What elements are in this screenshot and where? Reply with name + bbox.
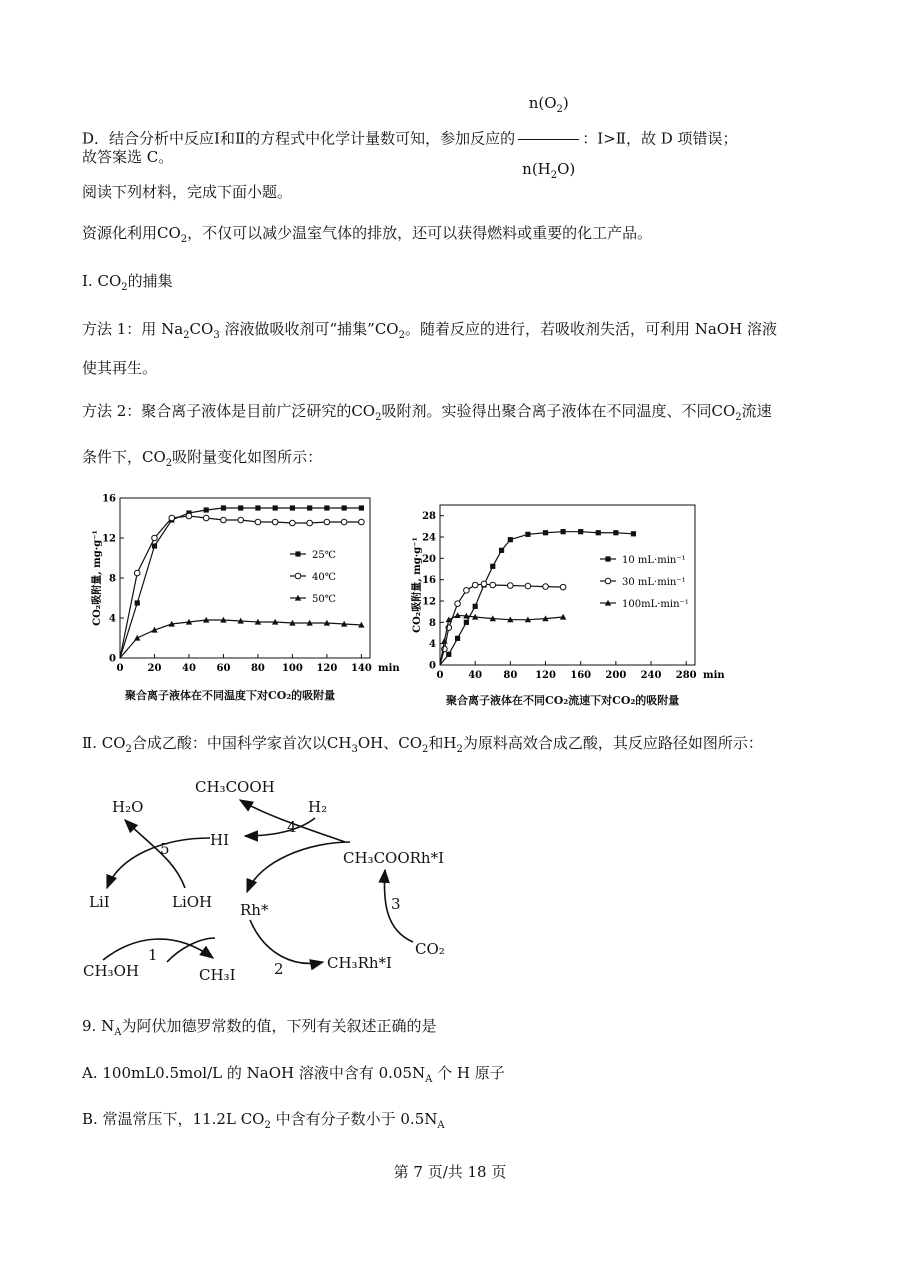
data-point-1	[152, 535, 158, 541]
label-ch3cooh: CH₃COOH	[195, 778, 275, 796]
legend-label-0: 10 mL·min⁻¹	[622, 555, 686, 566]
y-tick-label: 16	[102, 493, 116, 505]
data-point-0	[464, 620, 469, 625]
y-tick-label: 20	[422, 553, 436, 565]
series-line-2	[120, 620, 361, 658]
chart-2-caption: 聚合离子液体在不同CO₂流速下对CO₂的吸附量	[446, 694, 680, 707]
y-tick-label: 0	[429, 660, 436, 672]
data-point-1	[359, 519, 365, 525]
data-point-0	[499, 548, 504, 553]
x-tick-label: 80	[250, 663, 265, 674]
series-line-0	[440, 532, 633, 665]
page-footer: 第 7 页/共 18 页	[393, 1163, 507, 1181]
y-tick-label: 8	[429, 617, 436, 629]
data-point-0	[359, 505, 364, 510]
x-axis-label: min	[378, 663, 400, 674]
y-axis-label: CO₂吸附量, mg·g⁻¹	[412, 537, 423, 633]
y-tick-label: 4	[109, 613, 116, 625]
data-point-0	[596, 530, 601, 535]
data-point-1	[290, 520, 296, 526]
y-tick-label: 24	[422, 532, 436, 544]
data-point-0	[578, 529, 583, 534]
step-4: 4	[287, 818, 297, 836]
series-line-0	[120, 508, 361, 658]
chart-flow-rate	[395, 495, 725, 685]
legend-marker-1	[295, 573, 301, 579]
intro-paragraph: 资源化利用$CO_2$，不仅可以减少温室气体的排放，还可以获得燃料或重要的化工产品。	[82, 224, 653, 245]
data-point-0	[525, 532, 530, 537]
chart-1-caption: 聚合离子液体在不同温度下对CO₂的吸附量	[125, 689, 336, 702]
y-tick-label: 28	[422, 511, 436, 523]
data-point-1	[490, 582, 496, 588]
x-tick-label: 160	[570, 670, 592, 681]
data-point-0	[238, 505, 243, 510]
step-3: 3	[391, 895, 401, 913]
data-point-2	[446, 616, 452, 622]
x-tick-label: 240	[640, 670, 662, 681]
data-point-0	[490, 564, 495, 569]
data-point-0	[543, 530, 548, 535]
data-point-1	[560, 584, 566, 590]
x-tick-label: 60	[216, 663, 231, 674]
x-tick-label: 80	[503, 670, 518, 681]
data-point-1	[472, 582, 478, 588]
data-point-1	[186, 513, 192, 519]
option-d-text: D．结合分析中反应Ⅰ和Ⅱ的方程式中化学计量数可知，参加反应的	[82, 129, 516, 148]
step-1: 1	[148, 946, 158, 964]
data-point-0	[255, 505, 260, 510]
data-point-1	[464, 588, 470, 594]
data-point-0	[473, 604, 478, 609]
label-co2: CO₂	[415, 940, 445, 958]
data-point-0	[342, 505, 347, 510]
legend-label-1: 30 mL·min⁻¹	[622, 577, 686, 588]
option-d-line: D．结合分析中反应Ⅰ和Ⅱ的方程式中化学计量数可知，参加反应的 $\frac{n(O_2)}{n(H_2O)}$ ：Ⅰ>Ⅱ，故 D 项错误；	[82, 76, 738, 203]
data-point-1	[272, 519, 278, 525]
label-rh: Rh*	[240, 901, 269, 919]
x-tick-label: 140	[350, 663, 372, 674]
section-2-heading: Ⅱ. $CO_2$合成乙酸：中国科学家首次以$CH_3OH$、$CO_2$和$H_2$为原料高效合成乙酸，其反应路径如图所示：	[82, 734, 763, 755]
legend-label-2: 50℃	[312, 594, 336, 605]
y-tick-label: 8	[109, 573, 116, 585]
legend-label-0: 25℃	[312, 550, 336, 561]
data-point-0	[152, 543, 157, 548]
x-axis-label: min	[703, 670, 725, 681]
x-tick-label: 20	[147, 663, 162, 674]
step-2: 2	[274, 960, 284, 978]
chart-temperature	[80, 490, 400, 680]
data-point-1	[324, 519, 330, 525]
arrow-step5-lioh-to-h2o	[125, 820, 185, 888]
label-ch3oh: CH₃OH	[83, 962, 139, 980]
series-line-1	[440, 584, 563, 665]
legend-label-1: 40℃	[312, 572, 336, 583]
y-tick-label: 4	[429, 639, 436, 651]
data-point-0	[446, 652, 451, 657]
section-1-heading: Ⅰ. $CO_2$的捕集	[82, 272, 173, 293]
arrow-step2-ch3i-to-ch3rh	[250, 920, 323, 963]
label-ch3coorh: CH₃COORh*I	[343, 849, 445, 867]
x-tick-label: 100	[281, 663, 303, 674]
legend-marker-0	[605, 556, 610, 561]
data-point-1	[525, 583, 531, 589]
reaction-cycle-diagram	[75, 770, 545, 985]
data-point-1	[255, 519, 261, 525]
arrow-step4-to-rh	[247, 842, 350, 892]
data-point-2	[134, 635, 140, 641]
label-h2: H₂	[308, 798, 328, 816]
y-tick-label: 16	[422, 575, 436, 587]
question-9: 9. $N_A$为阿伏加德罗常数的值，下列有关叙述正确的是	[82, 1017, 437, 1038]
label-lioh: LiOH	[172, 893, 213, 911]
data-point-0	[290, 505, 295, 510]
data-point-0	[204, 507, 209, 512]
method-2-continued: 条件下，$CO_2$吸附量变化如图所示：	[82, 448, 323, 469]
legend-marker-0	[295, 551, 300, 556]
label-hi: HI	[210, 831, 230, 849]
read-instruction: 阅读下列材料，完成下面小题。	[82, 183, 293, 201]
data-point-0	[455, 636, 460, 641]
data-point-0	[631, 531, 636, 536]
method-1-line: 方法 1：用 $Na_2CO_3$ 溶液做吸收剂可“捕集$”CO_2$。随着反应的进行，若吸收剂失活，可利用 NaOH 溶液	[82, 320, 777, 341]
step-5: 5	[160, 840, 170, 858]
data-point-0	[508, 537, 513, 542]
data-point-1	[169, 515, 175, 521]
data-point-1	[203, 515, 209, 521]
label-ch3i: CH₃I	[199, 966, 236, 984]
data-point-1	[238, 517, 244, 523]
y-tick-label: 12	[102, 533, 116, 545]
legend-label-2: 100mL·min⁻¹	[622, 599, 689, 610]
data-point-0	[561, 529, 566, 534]
method-1-continued: 使其再生。	[82, 359, 158, 377]
data-point-0	[613, 530, 618, 535]
x-tick-label: 40	[468, 670, 483, 681]
arrow-step1-lioh-to-lii	[167, 938, 215, 962]
data-point-1	[481, 581, 487, 587]
y-tick-label: 12	[422, 596, 436, 608]
label-h2o: H₂O	[112, 798, 144, 816]
x-tick-label: 0	[436, 670, 444, 681]
data-point-0	[135, 600, 140, 605]
data-point-1	[455, 601, 461, 607]
legend-marker-1	[605, 578, 611, 584]
data-point-0	[324, 505, 329, 510]
option-b[interactable]: B. 常温常压下，11.2L $CO_2$ 中含有分子数小于 $0.5N_A$	[82, 1110, 445, 1131]
data-point-1	[221, 517, 227, 523]
data-point-1	[543, 584, 549, 590]
data-point-0	[273, 505, 278, 510]
x-tick-label: 280	[675, 670, 697, 681]
y-tick-label: 0	[109, 653, 116, 665]
data-point-0	[307, 505, 312, 510]
option-a[interactable]: A. 100mL0.5mol/L 的 NaOH 溶液中含有 $0.05N_A$ 个 H 原子	[82, 1064, 505, 1085]
mole-ratio-fraction: $\frac{n(O_2)}{n(H_2O)}$	[518, 76, 579, 203]
data-point-1	[508, 583, 514, 589]
label-lii: LiI	[89, 893, 110, 911]
data-point-1	[134, 570, 140, 576]
arrow-step5-hi-to-lii	[107, 838, 210, 888]
y-axis-label: CO₂吸附量, mg·g⁻¹	[92, 530, 103, 626]
data-point-1	[307, 520, 313, 526]
label-ch3rh: CH₃Rh*I	[327, 954, 392, 972]
x-tick-label: 120	[535, 670, 556, 681]
data-point-0	[221, 505, 226, 510]
answer-line: 故答案选 C。	[82, 148, 174, 166]
x-tick-label: 200	[605, 670, 627, 681]
x-tick-label: 120	[316, 663, 338, 674]
data-point-1	[341, 519, 347, 525]
x-tick-label: 40	[182, 663, 196, 674]
x-tick-label: 0	[116, 663, 124, 674]
method-2-line: 方法 2：聚合离子液体是目前广泛研究的$CO_2$吸附剂。实验得出聚合离子液体在不同温度、不同$CO_2$流速	[82, 402, 772, 423]
